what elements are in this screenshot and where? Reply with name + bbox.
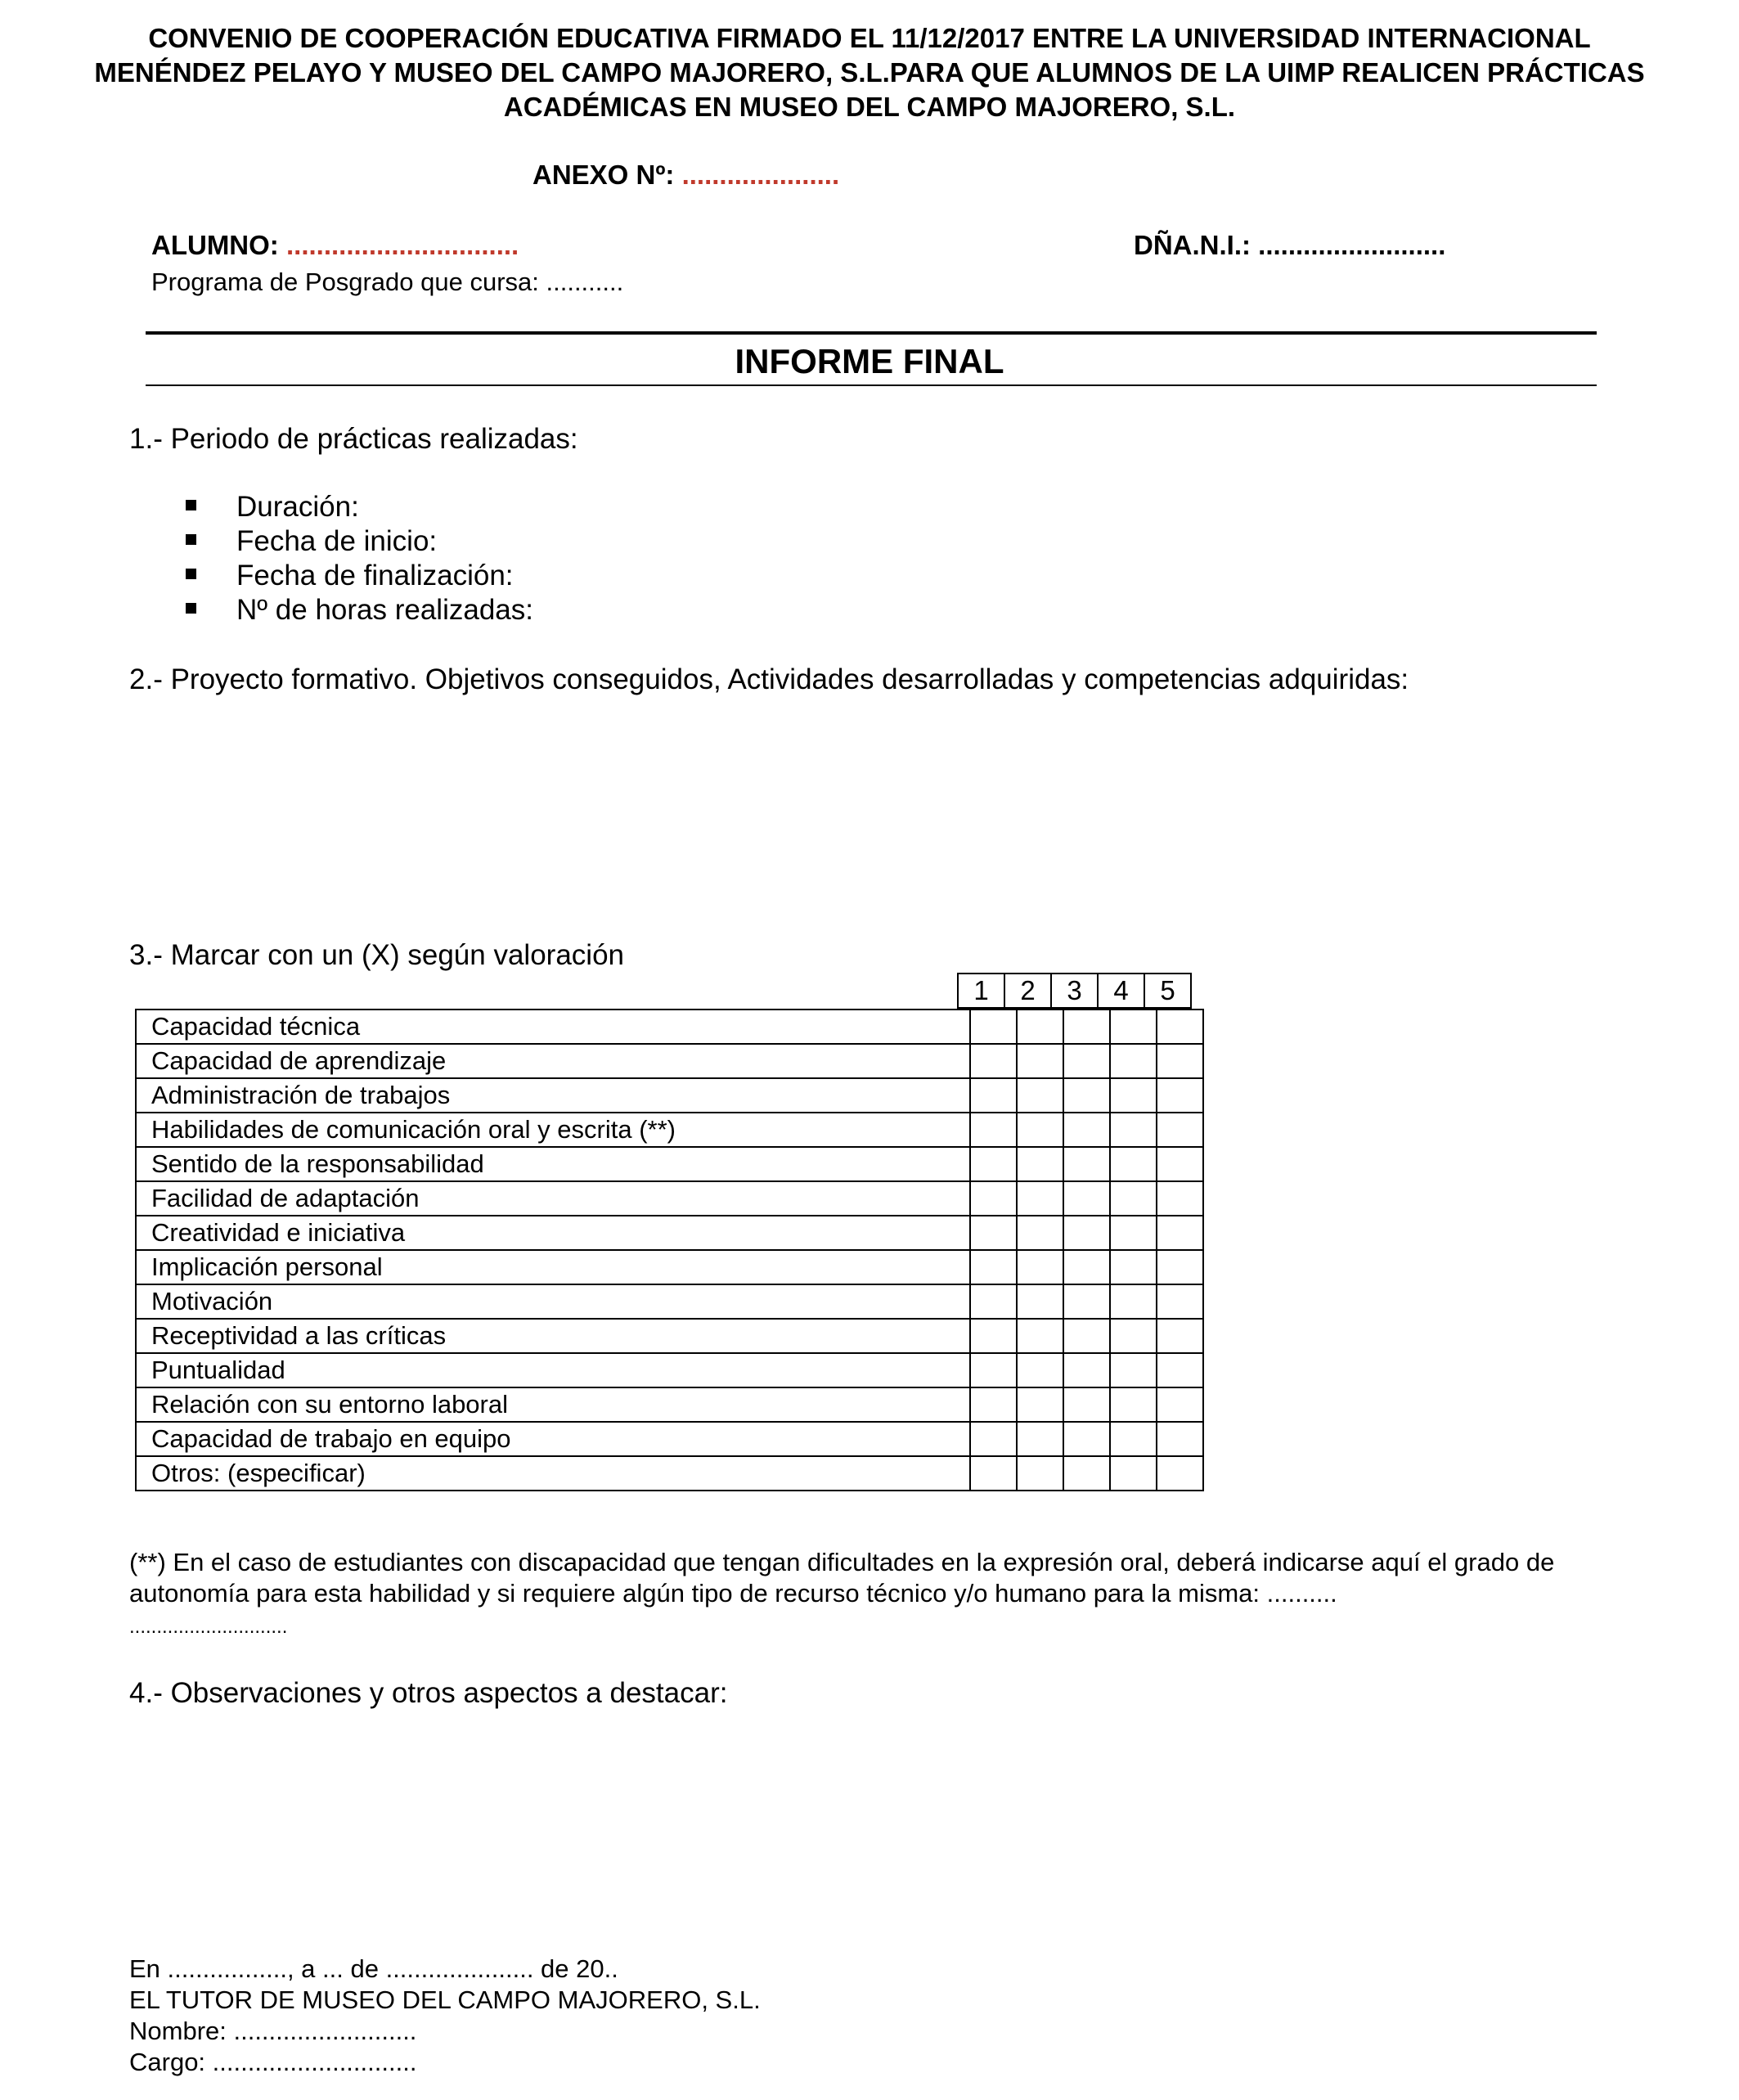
rating-cell[interactable]: [1110, 1422, 1157, 1456]
anexo-field: [532, 160, 839, 191]
rating-cell[interactable]: [1110, 1113, 1157, 1147]
rating-cell[interactable]: [1157, 1353, 1203, 1387]
rating-cell[interactable]: [1110, 1010, 1157, 1044]
rating-table: [135, 1009, 1204, 1491]
rating-cell[interactable]: [1157, 1284, 1203, 1319]
rating-cell[interactable]: [1110, 1319, 1157, 1353]
table-row: [136, 1078, 1203, 1113]
rating-cell[interactable]: [1063, 1353, 1110, 1387]
anexo-label: ANEXO Nº:: [532, 160, 675, 190]
rating-cell[interactable]: [970, 1181, 1017, 1216]
rating-cell[interactable]: [1017, 1456, 1063, 1491]
rating-cell[interactable]: [970, 1422, 1017, 1456]
rating-cell[interactable]: [1063, 1078, 1110, 1113]
rating-cell[interactable]: [1017, 1250, 1063, 1284]
scale-label: 2: [1004, 974, 1051, 1008]
rating-cell[interactable]: [1157, 1387, 1203, 1422]
rating-cell[interactable]: [1017, 1113, 1063, 1147]
rating-cell[interactable]: [970, 1250, 1017, 1284]
rating-cell[interactable]: [1063, 1422, 1110, 1456]
rating-cell[interactable]: [1017, 1387, 1063, 1422]
scale-label: 4: [1098, 974, 1144, 1008]
rating-cell[interactable]: [970, 1319, 1017, 1353]
rating-cell[interactable]: [970, 1353, 1017, 1387]
criterion-label: Capacidad de aprendizaje: [136, 1044, 970, 1078]
rating-cell[interactable]: [970, 1147, 1017, 1181]
criterion-label: Puntualidad: [136, 1353, 970, 1387]
alumno-field: [151, 230, 519, 261]
page-title: INFORME FINAL: [735, 342, 1004, 380]
criterion-label: Receptividad a las críticas: [136, 1319, 970, 1353]
rating-cell[interactable]: [1017, 1284, 1063, 1319]
table-row: [136, 1284, 1203, 1319]
dni-label: DÑA.N.I.:: [1134, 230, 1251, 260]
rating-cell[interactable]: [1157, 1147, 1203, 1181]
rating-cell[interactable]: [1063, 1250, 1110, 1284]
bullet-icon: [186, 603, 196, 614]
header-line-2: MENÉNDEZ PELAYO Y MUSEO DEL CAMPO MAJORERO, S.L.PARA QUE ALUMNOS DE LA UIMP REALICEN PRÁCTICAS: [94, 57, 1645, 88]
table-row: [136, 1147, 1203, 1181]
table-row: [136, 1216, 1203, 1250]
dni-dots: .........................: [1258, 230, 1446, 260]
criterion-label: Implicación personal: [136, 1250, 970, 1284]
header-line-1: CONVENIO DE COOPERACIÓN EDUCATIVA FIRMADO EL 11/12/2017 ENTRE LA UNIVERSIDAD INTERNACIONAL: [148, 23, 1591, 53]
section-3-heading: 3.- Marcar con un (X) según valoración: [129, 939, 624, 971]
bullet-icon: [186, 500, 196, 510]
rating-cell[interactable]: [1017, 1010, 1063, 1044]
rating-cell[interactable]: [1110, 1456, 1157, 1491]
rating-cell[interactable]: [1157, 1250, 1203, 1284]
rating-cell[interactable]: [970, 1284, 1017, 1319]
rating-cell[interactable]: [1017, 1181, 1063, 1216]
rating-cell[interactable]: [1017, 1078, 1063, 1113]
rating-cell[interactable]: [1063, 1113, 1110, 1147]
scale-label: 1: [958, 974, 1004, 1008]
header-line-3: ACADÉMICAS EN MUSEO DEL CAMPO MAJORERO, S.L.: [503, 92, 1236, 122]
section-4-heading: 4.- Observaciones y otros aspectos a destacar:: [129, 1677, 728, 1709]
table-row: [136, 1387, 1203, 1422]
table-row: [136, 1319, 1203, 1353]
criterion-label: Relación con su entorno laboral: [136, 1387, 970, 1422]
rating-cell[interactable]: [1063, 1387, 1110, 1422]
rating-cell[interactable]: [1157, 1422, 1203, 1456]
section-2-heading: 2.- Proyecto formativo. Objetivos conseguidos, Actividades desarrolladas y competencias adquiridas:: [129, 663, 1409, 695]
rating-cell[interactable]: [970, 1387, 1017, 1422]
programa-field: Programa de Posgrado que cursa: ...........: [151, 268, 624, 296]
list-item: Duración:: [236, 491, 359, 523]
rating-cell[interactable]: [1157, 1078, 1203, 1113]
criterion-label: Creatividad e iniciativa: [136, 1216, 970, 1250]
list-item: Nº de horas realizadas:: [236, 594, 533, 626]
table-row: [136, 1010, 1203, 1044]
rating-cell[interactable]: [1157, 1456, 1203, 1491]
rating-cell[interactable]: [1157, 1044, 1203, 1078]
criterion-label: Facilidad de adaptación: [136, 1181, 970, 1216]
alumno-dots: ...............................: [285, 230, 519, 260]
rating-cell[interactable]: [1063, 1216, 1110, 1250]
nombre-line: Nombre: ..........................: [129, 2017, 417, 2045]
rating-cell[interactable]: [970, 1044, 1017, 1078]
rating-cell[interactable]: [1017, 1422, 1063, 1456]
rating-cell[interactable]: [1017, 1216, 1063, 1250]
anexo-dots: .....................: [681, 160, 840, 190]
table-row: [136, 1044, 1203, 1078]
rating-cell[interactable]: [1110, 1284, 1157, 1319]
note-line-2: autonomía para esta habilidad y si requiere algún tipo de recurso técnico y/o humano para la misma: ..........: [129, 1579, 1337, 1608]
criterion-label: Sentido de la responsabilidad: [136, 1147, 970, 1181]
rating-cell[interactable]: [1017, 1147, 1063, 1181]
table-row: [136, 1422, 1203, 1456]
rating-cell[interactable]: [1110, 1147, 1157, 1181]
rating-cell[interactable]: [1110, 1078, 1157, 1113]
scale-label: 5: [1144, 974, 1191, 1008]
tutor-line: EL TUTOR DE MUSEO DEL CAMPO MAJORERO, S.L.: [129, 1985, 761, 2014]
rating-cell[interactable]: [1157, 1181, 1203, 1216]
rating-cell[interactable]: [970, 1216, 1017, 1250]
rating-cell[interactable]: [1017, 1044, 1063, 1078]
bullet-icon: [186, 569, 196, 579]
bullet-icon: [186, 534, 196, 545]
rating-cell[interactable]: [1157, 1216, 1203, 1250]
rating-cell[interactable]: [1110, 1216, 1157, 1250]
rating-cell[interactable]: [1157, 1113, 1203, 1147]
note-line-3: .............................: [129, 1616, 288, 1638]
rating-cell[interactable]: [970, 1010, 1017, 1044]
criterion-label: Capacidad técnica: [136, 1010, 970, 1044]
table-row: [136, 1456, 1203, 1491]
table-row: [136, 1250, 1203, 1284]
rating-cell[interactable]: [1063, 1044, 1110, 1078]
rating-cell[interactable]: [1017, 1353, 1063, 1387]
rating-cell[interactable]: [1157, 1319, 1203, 1353]
criterion-label: Capacidad de trabajo en equipo: [136, 1422, 970, 1456]
rating-cell[interactable]: [1063, 1284, 1110, 1319]
table-row: [136, 1181, 1203, 1216]
criterion-label: Otros: (especificar): [136, 1456, 970, 1491]
list-item: Fecha de finalización:: [236, 560, 514, 591]
rating-cell[interactable]: [1110, 1250, 1157, 1284]
title-top-rule: [146, 331, 1597, 335]
rating-cell[interactable]: [1110, 1387, 1157, 1422]
rating-cell[interactable]: [1063, 1456, 1110, 1491]
rating-cell[interactable]: [970, 1456, 1017, 1491]
alumno-label: ALUMNO:: [151, 230, 279, 260]
title-bottom-rule: [146, 384, 1597, 386]
criterion-label: Motivación: [136, 1284, 970, 1319]
table-row: [136, 1353, 1203, 1387]
section-1-heading: 1.- Periodo de prácticas realizadas:: [129, 423, 578, 455]
rating-cell[interactable]: [1110, 1044, 1157, 1078]
cargo-line: Cargo: .............................: [129, 2048, 417, 2076]
rating-cell[interactable]: [1063, 1319, 1110, 1353]
rating-cell[interactable]: [1063, 1147, 1110, 1181]
note-line-1: (**) En el caso de estudiantes con discapacidad que tengan dificultades en la expresión oral, deberá indicarse aquí el grado de: [129, 1548, 1555, 1576]
rating-cell[interactable]: [1110, 1353, 1157, 1387]
rating-cell[interactable]: [1063, 1010, 1110, 1044]
scale-label: 3: [1051, 974, 1098, 1008]
rating-scale-header: [957, 973, 1192, 1009]
rating-cell[interactable]: [1017, 1319, 1063, 1353]
rating-cell[interactable]: [1063, 1181, 1110, 1216]
rating-cell[interactable]: [1110, 1181, 1157, 1216]
rating-cell[interactable]: [970, 1113, 1017, 1147]
rating-cell[interactable]: [970, 1078, 1017, 1113]
rating-cell[interactable]: [1157, 1010, 1203, 1044]
criterion-label: Habilidades de comunicación oral y escrita (**): [136, 1113, 970, 1147]
place-date-line: En ................., a ... de ..................... de 20..: [129, 1954, 618, 1983]
criterion-label: Administración de trabajos: [136, 1078, 970, 1113]
table-row: [136, 1113, 1203, 1147]
list-item: Fecha de inicio:: [236, 525, 438, 557]
dni-field: [1134, 230, 1445, 261]
